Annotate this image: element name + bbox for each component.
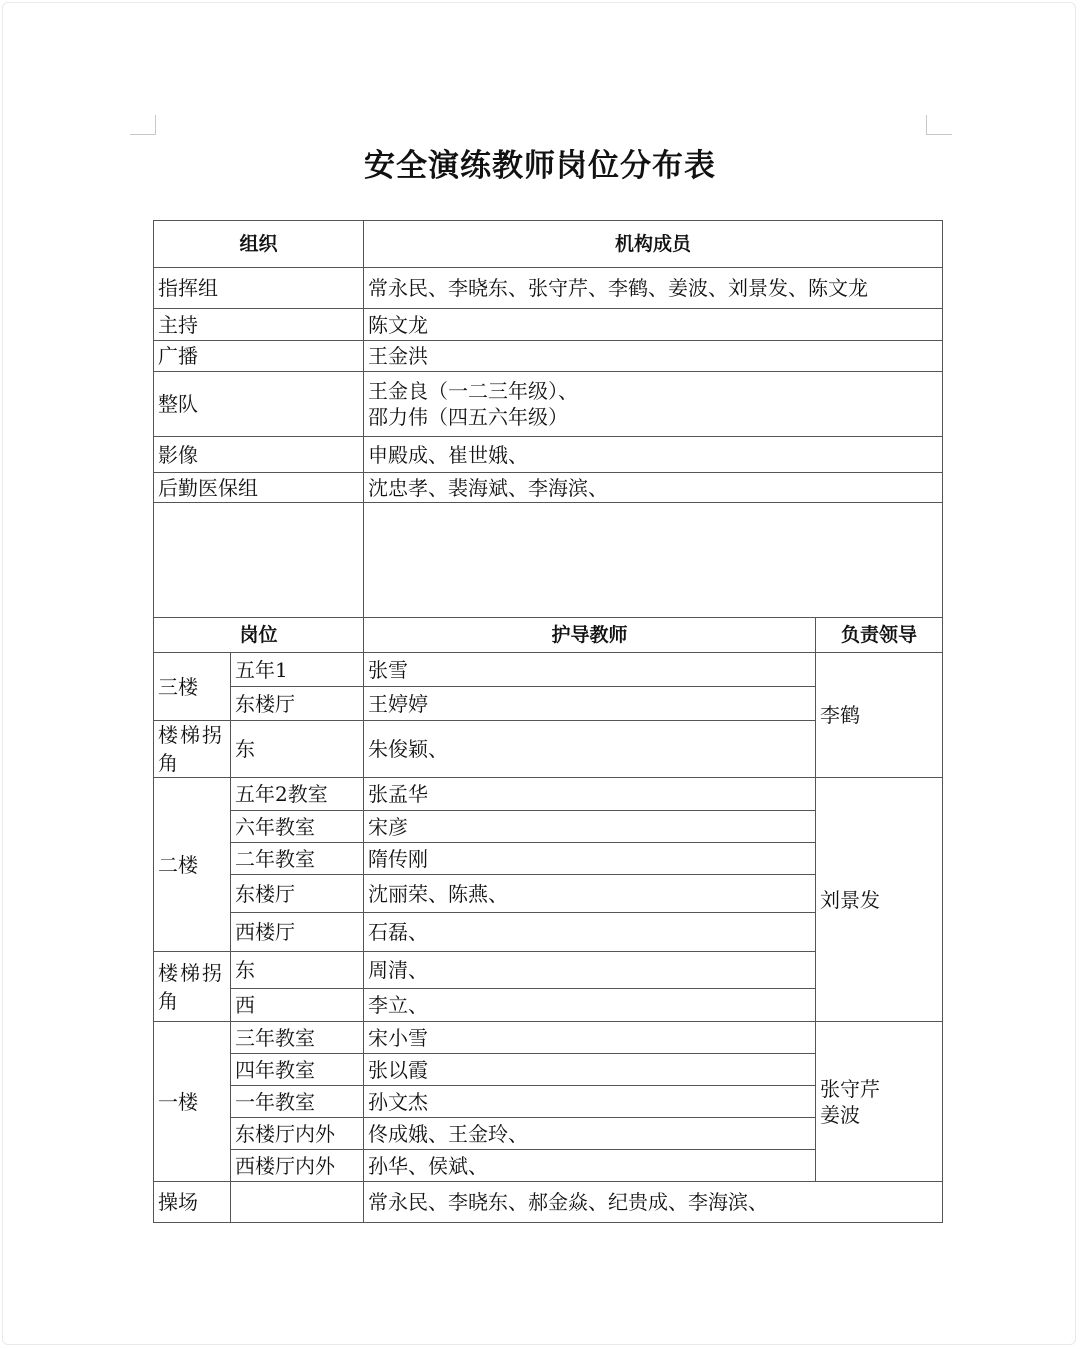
document-title: 安全演练教师岗位分布表 [364,148,716,184]
margin-mark-top-right [926,115,952,135]
stair-label: 楼梯拐角 [154,721,231,778]
post-teacher: 佟成娥、王金玲、 [364,1118,816,1150]
post-place: 四年教室 [231,1054,364,1086]
org-members [364,372,943,437]
post-place: 五年1 [231,653,364,687]
post-teacher: 李立、 [364,989,816,1022]
org-header-row [154,221,943,268]
org-name: 指挥组 [154,268,364,309]
table-row [154,341,943,372]
floor-label: 一楼 [154,1022,231,1182]
empty-cell [364,503,943,618]
teacher-header: 护导教师 [364,618,816,653]
post-teacher: 宋彦 [364,811,816,843]
post-teacher: 宋小雪 [364,1022,816,1054]
post-place: 东 [231,721,364,778]
margin-mark-top-left [130,115,156,135]
post-teacher: 周清、 [364,952,816,989]
post-place: 一年教室 [231,1086,364,1118]
table-row [154,1022,943,1054]
org-name: 广播 [154,341,364,372]
org-members: 申殿成、崔世娥、 [364,437,943,473]
table-row [154,309,943,341]
post-teacher: 张雪 [364,653,816,687]
post-place: 二年教室 [231,843,364,875]
post-place: 东楼厅 [231,875,364,913]
post-header-row [154,618,943,653]
post-place: 东楼厅内外 [231,1118,364,1150]
org-name: 主持 [154,309,364,341]
org-name: 后勤医保组 [154,473,364,503]
leader-name: 姜波 [820,1102,861,1127]
empty-cell [154,503,364,618]
post-teacher: 王婷婷 [364,687,816,721]
table-row [154,268,943,309]
post-teacher: 张孟华 [364,778,816,811]
post-place: 三年教室 [231,1022,364,1054]
post-teacher: 孙华、侯斌、 [364,1150,816,1182]
leader-name: 张守芹 [820,1076,881,1101]
assignment-table [153,220,943,1223]
stair-label: 楼梯拐角 [154,952,231,1022]
post-place: 西楼厅 [231,913,364,952]
table-row [154,1182,943,1223]
post-teacher: 隋传刚 [364,843,816,875]
post-teacher: 常永民、李晓东、郝金焱、纪贵成、李海滨、 [364,1182,943,1223]
org-members: 王金洪 [364,341,943,372]
floor-label: 三楼 [154,653,231,721]
post-place: 西楼厅内外 [231,1150,364,1182]
org-members: 沈忠孝、裴海斌、李海滨、 [364,473,943,503]
org-members: 常永民、李晓东、张守芹、李鹤、姜波、刘景发、陈文龙 [364,268,943,309]
floor-label: 操场 [154,1182,231,1223]
post-teacher: 朱俊颖、 [364,721,816,778]
post-teacher: 张以霞 [364,1054,816,1086]
post-place: 五年2教室 [231,778,364,811]
post-teacher: 沈丽荣、陈燕、 [364,875,816,913]
table-row [154,653,943,687]
post-place [231,1182,364,1223]
post-place: 东 [231,952,364,989]
leader-cell [816,1022,943,1182]
table-row [154,778,943,811]
table-row [154,473,943,503]
floor-label: 二楼 [154,778,231,952]
org-name: 影像 [154,437,364,473]
table-row [154,372,943,437]
leader-header: 负责领导 [816,618,943,653]
org-name: 整队 [154,372,364,437]
empty-row [154,503,943,618]
post-place: 六年教室 [231,811,364,843]
org-header: 组织 [154,221,364,268]
post-place: 东楼厅 [231,687,364,721]
members-header: 机构成员 [364,221,943,268]
org-members: 陈文龙 [364,309,943,341]
table-row [154,437,943,473]
leader-cell: 刘景发 [816,778,943,1022]
post-teacher: 孙文杰 [364,1086,816,1118]
org-members-line: 邵力伟（四五六年级） [368,405,569,429]
post-header: 岗位 [154,618,364,653]
leader-cell: 李鹤 [816,653,943,778]
post-teacher: 石磊、 [364,913,816,952]
post-place: 西 [231,989,364,1022]
org-members-line: 王金良（一二三年级）、 [368,379,579,403]
